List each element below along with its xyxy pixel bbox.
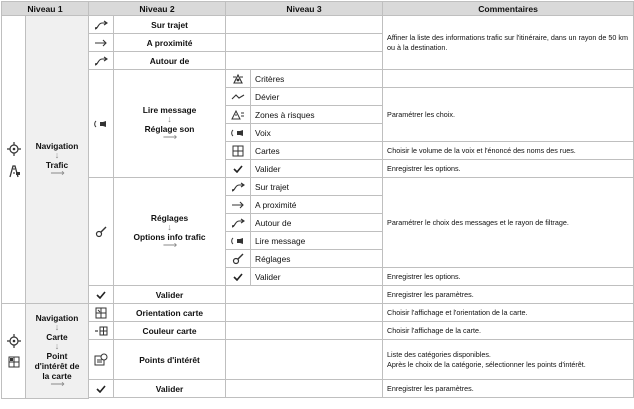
- nav-carte-level1: [26, 304, 89, 399]
- n3-valider[interactable]: Valider: [251, 268, 383, 286]
- comment-top: Affiner la liste des informations trafic sur l'itinéraire, dans un rayon de 50 km ou à la destination.: [383, 16, 634, 70]
- arrow-down: ↓: [54, 340, 60, 351]
- n3-empty: [226, 340, 383, 380]
- arrow-right: ⟶: [162, 132, 177, 143]
- check-icon-cell: [226, 268, 251, 286]
- arrow-icon-cell: [226, 196, 251, 214]
- n3-voix[interactable]: Voix: [251, 124, 383, 142]
- comment-save-params: Enregistrer les paramètres.: [383, 380, 634, 398]
- route-icon: [94, 20, 108, 30]
- speaker-icon: [231, 237, 245, 245]
- settings-icon-cell: [89, 178, 114, 286]
- n3-lire-message[interactable]: Lire message: [251, 232, 383, 250]
- n3-empty: [226, 16, 383, 34]
- n2-orientation-carte[interactable]: Orientation carte: [114, 304, 226, 322]
- comment-voice: Choisir le volume de la voix et l'énoncé des noms des rues.: [383, 142, 634, 160]
- map-icon: [8, 356, 20, 368]
- arrow-down: ↓: [54, 150, 60, 160]
- n2-options-info-trafic-label: Options info trafic: [133, 232, 206, 242]
- n2-reglages[interactable]: [114, 178, 226, 286]
- speaker-icon: [231, 129, 245, 137]
- arrow-right: ⟶: [162, 240, 177, 251]
- check-icon: [233, 273, 243, 281]
- comment-poi-line1: Liste des catégories disponibles.: [387, 349, 491, 359]
- header-niveau-3: Niveau 3: [226, 2, 383, 16]
- n2-lire-message-label: Lire message: [142, 105, 197, 115]
- comment-save-options: Enregistrer les options.: [383, 160, 634, 178]
- map-icon: [95, 307, 107, 319]
- arrow-right: ⟶: [50, 378, 64, 390]
- poi-icon: [94, 353, 108, 367]
- poi-icon-cell: [89, 340, 114, 380]
- cards-icon-cell: [226, 142, 251, 160]
- route-icon-cell: [89, 52, 114, 70]
- map-icon-cell: [89, 304, 114, 322]
- level1-la-carte: la carte: [42, 370, 72, 381]
- n3-reglages[interactable]: Réglages: [251, 250, 383, 268]
- arrow-down: ↓: [167, 114, 172, 124]
- n3-sur-trajet[interactable]: Sur trajet: [251, 178, 383, 196]
- n2-reglages-label: Réglages: [150, 213, 189, 223]
- n2-lire-message[interactable]: [114, 70, 226, 178]
- check-icon: [233, 165, 243, 173]
- n3-empty: [226, 286, 383, 304]
- risk-zone-icon: [231, 110, 245, 120]
- speaker-icon: [94, 120, 108, 128]
- deviate-icon: [231, 93, 245, 101]
- n2-autour-de[interactable]: Autour de: [114, 52, 226, 70]
- level1-point: Point: [46, 350, 68, 361]
- nav-carte-icons: [2, 304, 26, 399]
- n2-reglage-son-label: Réglage son: [144, 124, 195, 134]
- check-icon: [96, 385, 106, 393]
- nav-trafic-level1: [26, 16, 89, 304]
- check-icon-cell: [226, 160, 251, 178]
- n2-valider[interactable]: Valider: [114, 380, 226, 398]
- n2-points-interet[interactable]: Points d'intérêt: [114, 340, 226, 380]
- n3-zones-a-risques[interactable]: Zones à risques: [251, 106, 383, 124]
- level1-carte: Carte: [46, 331, 68, 342]
- route-icon: [231, 182, 245, 192]
- arrow-down: ↓: [167, 222, 172, 232]
- target-icon: [7, 334, 21, 348]
- route-icon-cell: [226, 178, 251, 196]
- n3-empty: [226, 304, 383, 322]
- comment-empty: [383, 70, 634, 88]
- comment-params-messages: Paramétrer le choix des messages et le rayon de filtrage.: [383, 178, 634, 268]
- n2-sur-trajet[interactable]: Sur trajet: [114, 16, 226, 34]
- n3-devier[interactable]: Dévier: [251, 88, 383, 106]
- color-icon-cell: [89, 322, 114, 340]
- level1-navigation: Navigation: [35, 312, 79, 323]
- n3-empty: [226, 322, 383, 340]
- nav-trafic-icons: [2, 16, 26, 304]
- map-color-icon: [94, 326, 108, 336]
- check-icon-cell: [89, 380, 114, 398]
- route-icon-cell: [89, 16, 114, 34]
- comment-save-options: Enregistrer les options.: [383, 268, 634, 286]
- route-icon-cell: [226, 214, 251, 232]
- comment-save-params: Enregistrer les paramètres.: [383, 286, 634, 304]
- comment-poi: [383, 340, 634, 380]
- header-niveau-2: Niveau 2: [89, 2, 226, 16]
- speaker-icon-cell: [89, 70, 114, 178]
- settings-wrench-icon: [232, 253, 244, 265]
- level1-navigation: Navigation: [35, 141, 79, 151]
- deviate-icon-cell: [226, 88, 251, 106]
- n3-criteres[interactable]: Critères: [251, 70, 383, 88]
- comment-params-choix: Paramétrer les choix.: [383, 88, 634, 142]
- route-icon: [94, 56, 108, 66]
- comment-poi-line2: Après le choix de la catégorie, sélectionner les points d'intérêt.: [387, 359, 586, 369]
- n3-cartes[interactable]: Cartes: [251, 142, 383, 160]
- menu-table: [1, 1, 634, 399]
- n2-couleur-carte[interactable]: Couleur carte: [114, 322, 226, 340]
- n3-empty: [226, 52, 383, 70]
- target-icon: [7, 142, 21, 156]
- level1-dinteret: d'intérêt de: [34, 360, 80, 371]
- n3-valider[interactable]: Valider: [251, 160, 383, 178]
- speaker-icon-cell: [226, 232, 251, 250]
- check-icon-cell: [89, 286, 114, 304]
- header-commentaires: Commentaires: [383, 2, 634, 16]
- route-icon: [231, 218, 245, 228]
- traffic-icon: [7, 164, 21, 178]
- comment-orientation: Choisir l'affichage et l'orientation de la carte.: [383, 304, 634, 322]
- criteria-icon-cell: [226, 70, 251, 88]
- speaker-icon-cell: [226, 124, 251, 142]
- risk-icon-cell: [226, 106, 251, 124]
- n3-empty: [226, 380, 383, 398]
- criteria-icon: [232, 73, 244, 85]
- n3-empty: [226, 34, 383, 52]
- n2-a-proximite[interactable]: A proximité: [114, 34, 226, 52]
- arrow-icon: [231, 201, 245, 209]
- n2-valider[interactable]: Valider: [114, 286, 226, 304]
- n3-autour-de[interactable]: Autour de: [251, 214, 383, 232]
- n3-a-proximite[interactable]: A proximité: [251, 196, 383, 214]
- check-icon: [96, 291, 106, 299]
- cards-icon: [232, 145, 244, 157]
- settings-icon-cell: [226, 250, 251, 268]
- header-niveau-1: Niveau 1: [2, 2, 89, 16]
- comment-couleur: Choisir l'affichage de la carte.: [383, 322, 634, 340]
- arrow-icon: [94, 39, 108, 47]
- settings-wrench-icon: [95, 226, 107, 238]
- arrow-right: ⟶: [50, 168, 64, 179]
- arrow-icon-cell: [89, 34, 114, 52]
- arrow-down: ↓: [54, 321, 60, 332]
- level1-trafic: Trafic: [45, 160, 69, 170]
